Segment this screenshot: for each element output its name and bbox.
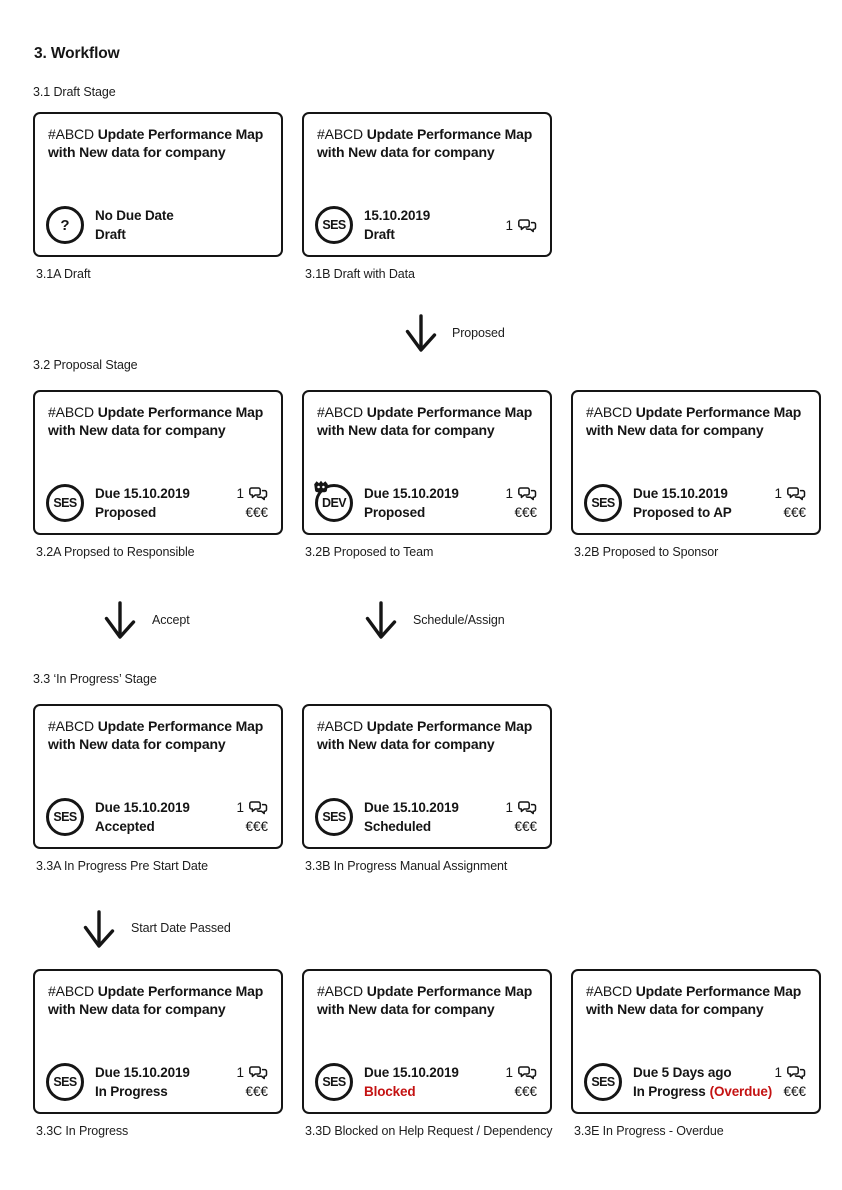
task-title: #ABCD Update Performance Map with New data for company	[317, 718, 533, 752]
comments-icon	[518, 219, 537, 234]
arrow-label: Start Date Passed	[131, 921, 231, 935]
task-id: #ABCD	[48, 126, 94, 142]
assignee-avatar: SES	[46, 1063, 84, 1101]
comment-count: 1	[236, 798, 268, 817]
assignee-avatar: SES	[315, 798, 353, 836]
task-title: #ABCD Update Performance Map with New data for company	[586, 404, 802, 438]
task-status: Proposed to AP	[633, 505, 732, 520]
assignee-avatar: SES	[315, 206, 353, 244]
arrow-label: Accept	[152, 613, 190, 627]
task-status: Blocked	[364, 1084, 416, 1099]
task-card[interactable]	[33, 112, 283, 281]
comments-icon	[249, 487, 268, 502]
task-card[interactable]	[33, 969, 283, 1138]
due-date: Due 5 Days ago	[633, 1065, 732, 1080]
page-title: 3. Workflow	[34, 45, 120, 62]
task-card[interactable]	[33, 704, 283, 873]
task-title: #ABCD Update Performance Map with New data for company	[48, 126, 264, 160]
due-date: No Due Date	[95, 208, 174, 223]
task-id: #ABCD	[317, 718, 363, 734]
task-id: #ABCD	[317, 126, 363, 142]
comment-count: 1	[236, 1063, 268, 1082]
card-caption: 3.3A In Progress Pre Start Date	[36, 859, 208, 873]
comment-count: 1	[505, 798, 537, 817]
assignee-avatar: SES	[46, 798, 84, 836]
due-date: 15.10.2019	[364, 208, 431, 223]
task-card[interactable]	[571, 390, 821, 559]
down-arrow-icon	[364, 601, 398, 646]
comments-icon	[249, 801, 268, 816]
comments-icon	[787, 487, 806, 502]
task-card[interactable]	[33, 390, 283, 559]
task-id: #ABCD	[48, 983, 94, 999]
cost-indicator: €€€	[783, 505, 806, 520]
task-status: Proposed	[364, 505, 426, 520]
card-caption: 3.3C In Progress	[36, 1124, 129, 1138]
task-status: Draft	[364, 227, 395, 242]
task-status: Draft	[95, 227, 126, 242]
comments-icon	[518, 801, 537, 816]
down-arrow-icon	[404, 314, 438, 359]
task-title: #ABCD Update Performance Map with New data for company	[317, 983, 533, 1017]
due-date: Due 15.10.2019	[95, 486, 190, 501]
task-status: Proposed	[95, 505, 157, 520]
task-id: #ABCD	[586, 983, 632, 999]
card-caption: 3.1A Draft	[36, 267, 91, 281]
task-card[interactable]	[302, 112, 552, 281]
card-caption: 3.1B Draft with Data	[305, 267, 415, 281]
card-caption: 3.2B Proposed to Sponsor	[574, 545, 719, 559]
comment-count: 1	[505, 216, 537, 235]
due-date: Due 15.10.2019	[364, 486, 459, 501]
assignee-avatar: SES	[584, 484, 622, 522]
card-caption: 3.3D Blocked on Help Request / Dependency	[305, 1124, 553, 1138]
team-crown-icon	[313, 480, 329, 496]
card-caption: 3.3E In Progress - Overdue	[574, 1124, 724, 1138]
comment-count: 1	[774, 484, 806, 503]
task-status: In Progress	[95, 1084, 168, 1099]
comment-count: 1	[505, 484, 537, 503]
due-date: Due 15.10.2019	[95, 800, 190, 815]
due-date: Due 15.10.2019	[364, 1065, 459, 1080]
comments-icon	[787, 1066, 806, 1081]
assignee-avatar: SES	[584, 1063, 622, 1101]
overdue-flag: (Overdue)	[709, 1084, 773, 1099]
task-card[interactable]	[302, 969, 553, 1138]
comments-icon	[518, 1066, 537, 1081]
due-date: Due 15.10.2019	[633, 486, 728, 501]
card-caption: 3.2B Proposed to Team	[305, 545, 434, 559]
cost-indicator: €€€	[783, 1084, 806, 1099]
comment-count: 1	[774, 1063, 806, 1082]
card-caption: 3.3B In Progress Manual Assignment	[305, 859, 508, 873]
down-arrow-icon	[82, 910, 116, 955]
task-status: Scheduled	[364, 819, 431, 834]
due-date: Due 15.10.2019	[364, 800, 459, 815]
task-card[interactable]	[571, 969, 821, 1138]
task-id: #ABCD	[48, 404, 94, 420]
task-card[interactable]	[302, 390, 552, 559]
arrow-label: Schedule/Assign	[413, 613, 505, 627]
down-arrow-icon	[103, 601, 137, 646]
card-caption: 3.2A Propsed to Responsible	[36, 545, 195, 559]
section-label-in-progress-stage: 3.3 ‘In Progress’ Stage	[33, 672, 157, 686]
task-title: #ABCD Update Performance Map with New data for company	[48, 718, 264, 752]
cost-indicator: €€€	[514, 819, 537, 834]
cost-indicator: €€€	[245, 505, 268, 520]
task-title: #ABCD Update Performance Map with New data for company	[317, 404, 533, 438]
comment-count: 1	[236, 484, 268, 503]
task-title: #ABCD Update Performance Map with New data for company	[48, 404, 264, 438]
assignee-avatar: SES	[315, 1063, 353, 1101]
task-status: Accepted	[95, 819, 155, 834]
task-title: #ABCD Update Performance Map with New data for company	[48, 983, 264, 1017]
comment-count: 1	[505, 1063, 537, 1082]
assignee-avatar: SES	[46, 484, 84, 522]
task-title: #ABCD Update Performance Map with New data for company	[586, 983, 802, 1017]
task-status: In Progress (Overdue)	[633, 1084, 773, 1099]
cost-indicator: €€€	[514, 505, 537, 520]
cost-indicator: €€€	[245, 819, 268, 834]
cost-indicator: €€€	[514, 1084, 537, 1099]
section-label-proposal-stage: 3.2 Proposal Stage	[33, 358, 138, 372]
task-title: #ABCD Update Performance Map with New data for company	[317, 126, 533, 160]
arrow-label: Proposed	[452, 326, 505, 340]
cost-indicator: €€€	[245, 1084, 268, 1099]
task-id: #ABCD	[48, 718, 94, 734]
task-id: #ABCD	[317, 983, 363, 999]
team-avatar: DEV	[315, 484, 353, 522]
unassigned-avatar: ?	[46, 206, 84, 244]
task-id: #ABCD	[586, 404, 632, 420]
task-card[interactable]	[302, 704, 552, 873]
section-label-draft-stage: 3.1 Draft Stage	[33, 85, 116, 99]
comments-icon	[249, 1066, 268, 1081]
due-date: Due 15.10.2019	[95, 1065, 190, 1080]
task-id: #ABCD	[317, 404, 363, 420]
comments-icon	[518, 487, 537, 502]
